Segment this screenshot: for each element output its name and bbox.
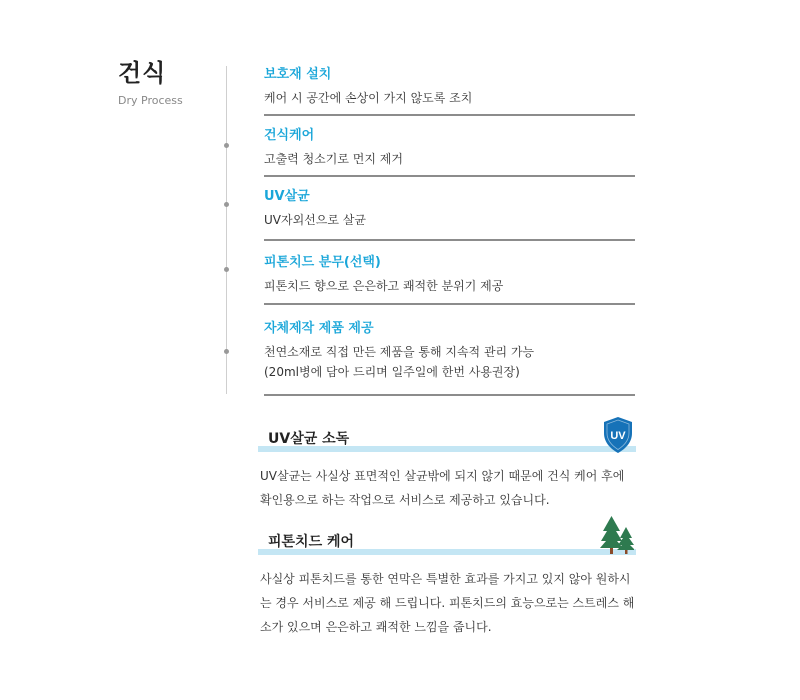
timeline-dot	[224, 267, 229, 272]
section-body: 사실상 피톤치드를 통한 연막은 특별한 효과를 가지고 있지 않아 원하시는 경우 서비스로 제공 해 드립니다. 피톤치드의 효능으로는 스트레스 해소가 있으며 은은하고 쾌적한 느낌을 줍니다.	[260, 572, 635, 634]
step-title: UV살균	[264, 189, 310, 204]
step-title: 건식케어	[264, 128, 315, 143]
step-description: 고출력 청소기로 먼지 제거	[264, 152, 403, 166]
timeline-dot	[224, 202, 229, 207]
section-title: 피톤치드 케어	[268, 534, 355, 550]
phytoncide-care-section	[260, 533, 636, 639]
step-title: 보호재 설치	[264, 67, 332, 82]
process-step	[264, 188, 635, 241]
step-title: 자체제작 제품 제공	[264, 321, 374, 336]
step-description: UV자외선으로 살균	[264, 213, 366, 227]
section-body: UV살균는 사실상 표면적인 살균밖에 되지 않기 때문에 건식 케어 후에 확인용으로 하는 작업으로 서비스로 제공하고 있습니다.	[260, 469, 625, 507]
uv-badge-label: UV	[610, 430, 626, 442]
timeline-dot	[224, 143, 229, 148]
timeline-line	[226, 66, 227, 394]
pine-trees-icon	[600, 515, 634, 555]
step-note: (20ml병에 담아 드리며 일주일에 한번 사용권장)	[264, 365, 520, 379]
section-header	[264, 533, 636, 555]
process-step	[264, 127, 635, 177]
section-title: UV살균 소독	[268, 431, 350, 447]
process-step	[264, 254, 635, 305]
section-header	[264, 430, 636, 452]
step-description: 케어 시 공간에 손상이 가지 않도록 조치	[264, 91, 473, 105]
uv-shield-icon	[602, 416, 634, 454]
process-step	[264, 320, 635, 396]
step-description: 천연소재로 직접 만든 제품을 통해 지속적 관리 가능	[264, 345, 535, 359]
page-subtitle: Dry Process	[118, 94, 183, 107]
timeline-dot	[224, 349, 229, 354]
uv-sterilization-section	[260, 430, 636, 512]
process-step	[264, 66, 635, 116]
step-title: 피톤치드 분무(선택)	[264, 255, 381, 270]
step-description: 피톤치드 향으로 은은하고 쾌적한 분위기 제공	[264, 279, 504, 293]
page-title: 건식	[118, 59, 167, 87]
